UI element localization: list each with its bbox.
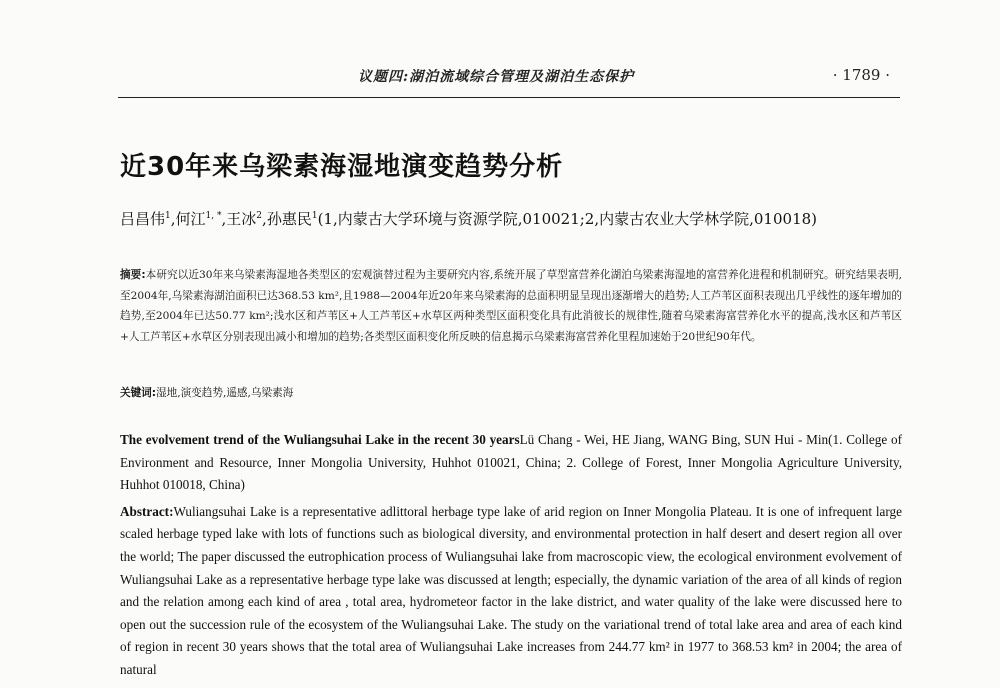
header-rule xyxy=(118,97,900,98)
english-title-authors xyxy=(120,429,902,497)
author-line xyxy=(120,208,817,229)
english-abstract-label: Abstract: xyxy=(120,503,174,519)
english-abstract xyxy=(120,501,902,682)
chinese-keywords xyxy=(120,384,902,402)
chinese-abstract xyxy=(120,265,902,347)
author-superscript: 1 xyxy=(311,211,318,221)
author-superscript: 2 xyxy=(256,211,263,221)
author-superscript: 1 xyxy=(165,211,171,221)
author-superscript: 1, * xyxy=(205,211,222,221)
abstract-text: 本研究以近30年来乌梁素海湿地各类型区的宏观演替过程为主要研究内容,系统开展了草型富营养化湖泊乌梁素海湿地的富营养化进程和机制研究。研究结果表明,至2004年,乌梁素海湖泊面积已达368.53 km²,且1988—2004年近20年来乌梁素海的总面积明显呈现出逐渐增大的趋势;人工芦苇区面积表现出几乎线性的逐年增加的趋势,至2004年已达50.77 km²;浅水区和芦苇区+人工芦苇区+水草区两种类型区面积变化具有此消彼长的规律性,随着乌梁素海富营养化水平的提高,浅水区和芦苇区+人工芦苇区+水草区分别表现出减小和增加的趋势;各类型区面积变化所反映的信息揭示乌梁素海富营养化里程加速始于20世纪90年代。 xyxy=(120,269,902,343)
english-section xyxy=(120,429,902,682)
keywords-text: 湿地,演变趋势,遥感,乌梁素海 xyxy=(156,387,294,399)
author-name: 吕昌伟 xyxy=(120,210,166,228)
author-separator: , xyxy=(170,210,176,228)
author-name: 孙惠民 xyxy=(266,210,312,228)
page-number: · 1789 · xyxy=(832,66,890,84)
abstract-label: 摘要: xyxy=(120,269,146,281)
english-title: The evolvement trend of the Wuliangsuhai Lake in the recent 30 years xyxy=(120,432,520,447)
paper-title: 近30年来乌梁素海湿地演变趋势分析 xyxy=(120,152,564,182)
running-head xyxy=(118,66,906,90)
author-name: 何江 xyxy=(175,210,206,228)
english-abstract-text: Wuliangsuhai Lake is a representative adlittoral herbage type lake of arid region on Inner Mongolia Plateau. It is one of infrequent large scaled herbage typed lake with lots of functions such as biological diversity, and environmental protection in half desert and desert region all over the world; The paper discussed the eutrophication process of Wuliangsuhai lake from macroscopic view, the ecological environment evolvement of Wuliangsuhai Lake as a representative herbage type lake was discussed at length; especially, the dynamic variation of the area of all kinds of region and the relation among each kind of area , total area, hydrometeor factor in the lake district, and water quality of the lake were discussed here to open out the succession rule of the ecosystem of the Wuliangsuhai Lake. The study on the variational trend of total lake area and area of each kind of region in recent 30 years shows that the total area of Wuliangsuhai Lake increases from 244.77 km² in 1977 to 368.53 km² in 2004; the area of natural xyxy=(120,503,902,677)
author-separator: , xyxy=(262,210,267,228)
section-title: 议题四:湖泊流域综合管理及湖泊生态保护 xyxy=(358,69,635,85)
affiliation: (1,内蒙古大学环境与资源学院,010021;2,内蒙古农业大学林学院,010018) xyxy=(317,210,818,228)
keywords-label: 关键词: xyxy=(120,387,157,399)
author-separator: , xyxy=(221,210,227,228)
english-authors-affiliation: Lü Chang - Wei, HE Jiang, WANG Bing, SUN Hui - Min(1. College of Environment and Resource, Inner Mongolia University, Huhhot 010021, China; 2. College of Forest, Inner Mongolia Agriculture University, Huhhot 010018, China) xyxy=(120,432,902,493)
author-name: 王冰 xyxy=(226,210,257,228)
